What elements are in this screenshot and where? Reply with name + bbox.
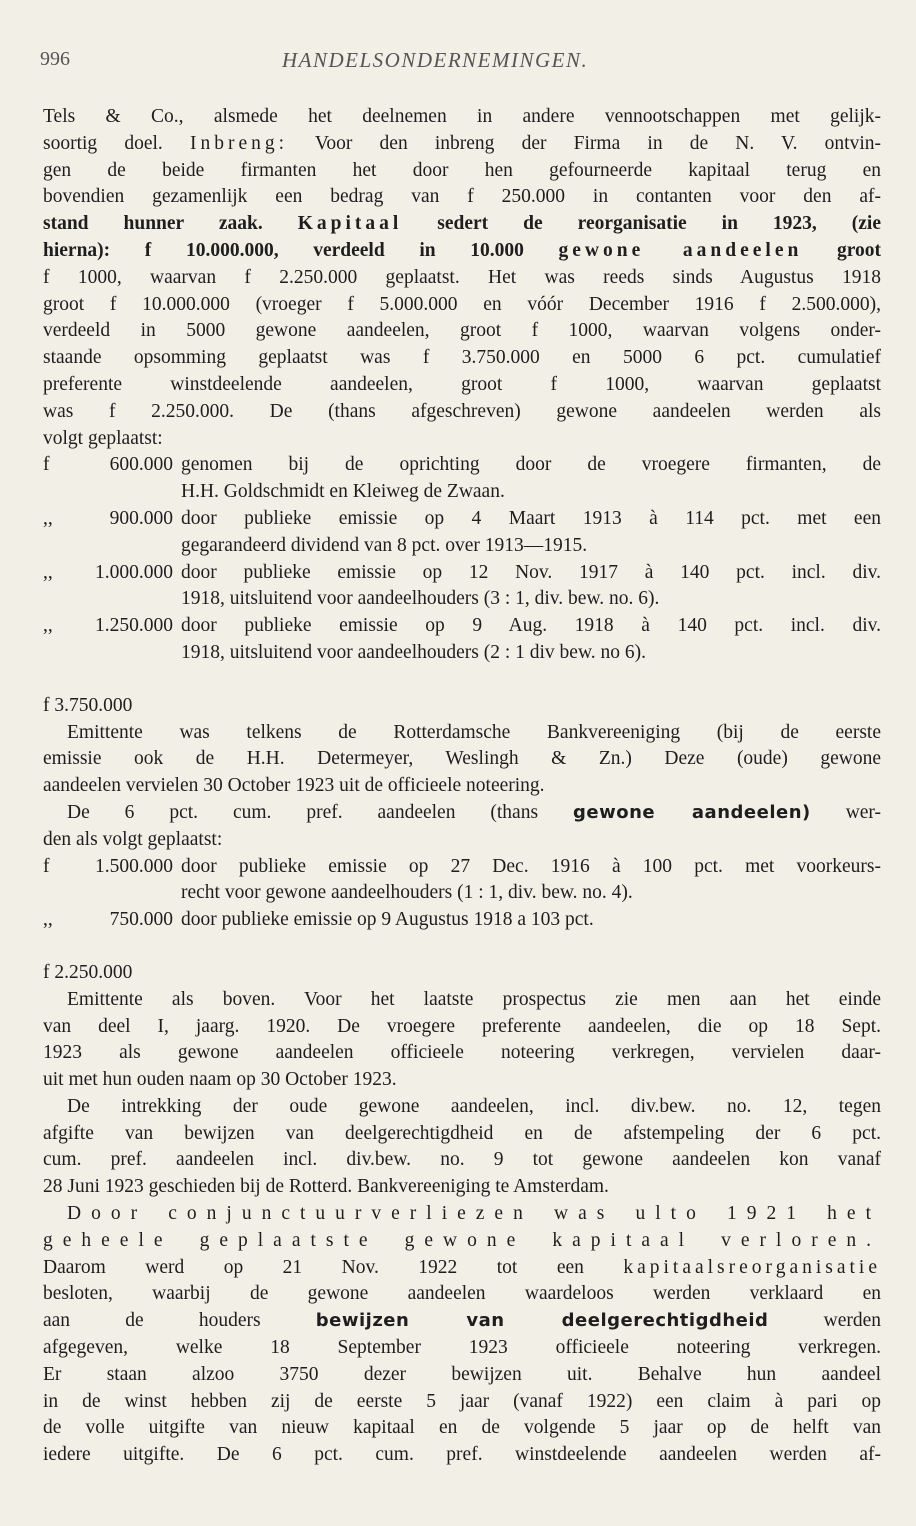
page-body xyxy=(43,104,881,1469)
issue-row-continued xyxy=(43,479,881,506)
issue-row xyxy=(43,613,881,640)
text-line: staande opsomming geplaatst was f 3.750.000 en 5000 6 pct. cumulatief xyxy=(43,347,881,369)
issue-row xyxy=(43,854,881,881)
text-line: groot f 10.000.000 (vroeger f 5.000.000 en vóór December 1916 f 2.500.000), xyxy=(43,293,881,315)
text-line: bovendien gezamenlijk een bedrag van f 250.000 in contanten voor den af- xyxy=(43,186,881,208)
spaced-gewone-aandeelen: gewone aandeelen xyxy=(558,239,803,261)
text-line: iedere uitgifte. De 6 pct. cum. pref. winstdeelende aandeelen werden af- xyxy=(43,1444,881,1466)
text-line: uit met hun ouden naam op 30 October 1923. xyxy=(43,1069,397,1091)
text-line: De 6 pct. cum. pref. aandeelen (thans gewone aandeelen) wer- xyxy=(67,801,881,823)
text-line: den als volgt geplaatst: xyxy=(43,828,223,850)
issue-row-continued xyxy=(43,640,881,667)
text-line: besloten, waarbij de gewone aandeelen waardeloos werden verklaard en xyxy=(43,1283,881,1305)
display-gewone-aandeelen: gewone aandeelen) xyxy=(572,801,811,823)
issue-description: door publieke emissie op 4 Maart 1913 à 114 pct. met een xyxy=(181,507,881,529)
issue-description: 1918, uitsluitend voor aandeelhouders (3 : 1, div. bew. no. 6). xyxy=(181,588,660,610)
text-line: 1923 als gewone aandeelen officieele noteering verkregen, vervielen daar- xyxy=(43,1042,881,1064)
text-line: 28 Juni 1923 geschieden bij de Rotterd. Bankvereeniging te Amsterdam. xyxy=(43,1176,609,1198)
issue-row-continued xyxy=(43,533,881,560)
issue-description: door publieke emissie op 9 Aug. 1918 à 140 pct. incl. div. xyxy=(181,615,881,637)
issue-description: door publieke emissie op 12 Nov. 1917 à 140 pct. incl. div. xyxy=(181,561,881,583)
text-line: Tels & Co., alsmede het deelnemen in andere vennootschappen met gelijk- xyxy=(43,106,881,127)
issue-row-continued xyxy=(43,586,881,613)
ditto-mark: ,, xyxy=(43,507,53,529)
issue-description: recht voor gewone aandeelhouders (1 : 1, div. bew. no. 4). xyxy=(181,882,633,904)
text-line: Emittente als boven. Voor het laatste prospectus zie men aan het einde xyxy=(67,988,881,1010)
ditto-mark: ,, xyxy=(43,909,53,931)
text-line: emissie ook de H.H. Determeyer, Weslingh & Zn.) Deze (oude) gewone xyxy=(43,748,881,770)
text-line: in de winst hebben zij de eerste 5 jaar (vanaf 1922) een claim à pari op xyxy=(43,1390,881,1412)
issue-row-continued xyxy=(43,880,881,907)
issue-row xyxy=(43,907,881,934)
text-line: afgifte van bewijzen van deelgerechtigdheid en de afstempeling der 6 pct. xyxy=(43,1122,881,1144)
issue-amount: 1.250.000 xyxy=(95,615,173,637)
display-bewijzen-van-deelgerechtigdheid: bewijzen van deelgerechtigdheid xyxy=(315,1310,769,1332)
issue-row xyxy=(43,506,881,533)
spaced-heading-kapitaal: Kapitaal xyxy=(297,213,403,235)
page-number: 996 xyxy=(40,48,70,70)
text-line: preferente winstdeelende aandeelen, groot f 1000, waarvan geplaatst xyxy=(43,373,881,395)
running-head xyxy=(0,48,916,78)
issue-total: f 2.250.000 xyxy=(43,961,133,983)
text-line: de volle uitgifte van nieuw kapitaal en de volgende 5 jaar op de helft van xyxy=(43,1417,881,1439)
issue-description: genomen bij de oprichting door de vroegere firmanten, de xyxy=(181,454,881,476)
text-line: aan de houders bewijzen van deelgerechtigdheid werden xyxy=(43,1310,881,1332)
text-line: cum. pref. aandeelen incl. div.bew. no. 9 tot gewone aandeelen kon vanaf xyxy=(43,1149,881,1171)
issue-description: door publieke emissie op 27 Dec. 1916 à 100 pct. met voorkeurs- xyxy=(181,855,881,877)
issue-row xyxy=(43,560,881,587)
currency-mark: f xyxy=(43,454,50,476)
issue-total: f 3.750.000 xyxy=(43,694,133,716)
issue-amount: 1.500.000 xyxy=(95,855,173,877)
spaced-text-line: Door conjunctuurverliezen was ulto 1921 het xyxy=(67,1203,881,1225)
text-line: De intrekking der oude gewone aandeelen, incl. div.bew. no. 12, tegen xyxy=(67,1095,881,1117)
running-title: HANDELSONDERNEMINGEN. xyxy=(282,48,589,72)
text-line: aandeelen vervielen 30 October 1923 uit de officieele noteering. xyxy=(43,775,545,797)
ditto-mark: ,, xyxy=(43,561,53,583)
ditto-mark: ,, xyxy=(43,615,53,637)
issue-description: 1918, uitsluitend voor aandeelhouders (2 : 1 div bew. no 6). xyxy=(181,641,647,663)
currency-mark: f xyxy=(43,855,50,877)
issue-amount: 900.000 xyxy=(109,507,173,529)
spaced-kapitaalsreorganisatie: kapitaalsreorganisatie xyxy=(623,1256,881,1278)
text-line: Er staan alzoo 3750 dezer bewijzen uit. Behalve hun aandeel xyxy=(43,1363,881,1385)
text-line: gen de beide firmanten het door hen gefourneerde kapitaal terug en xyxy=(43,159,881,181)
issue-amount: 600.000 xyxy=(109,454,173,476)
text-line: f 1000, waarvan f 2.250.000 geplaatst. Het was reeds sinds Augustus 1918 xyxy=(43,266,881,288)
text-line: stand hunner zaak. Kapitaal sedert de reorganisatie in 1923, (zie xyxy=(43,213,881,235)
issue-amount: 750.000 xyxy=(109,909,173,931)
issue-row xyxy=(43,452,881,479)
spaced-text-line: geheele geplaatste gewone kapitaal verloren. xyxy=(43,1229,881,1251)
text-line: van deel I, jaarg. 1920. De vroegere preferente aandeelen, die op 18 Sept. xyxy=(43,1015,881,1037)
spaced-heading-inbreng: Inbreng: xyxy=(189,132,289,154)
text-line: verdeeld in 5000 gewone aandeelen, groot f 1000, waarvan volgens onder- xyxy=(43,320,881,342)
text-line: soortig doel. Inbreng: Voor den inbreng der Firma in de N. V. ontvin- xyxy=(43,132,881,154)
text-line: afgegeven, welke 18 September 1923 officieele noteering verkregen. xyxy=(43,1337,881,1359)
text-line: Daarom werd op 21 Nov. 1922 tot een kapitaalsreorganisatie xyxy=(43,1256,881,1278)
issue-description: door publieke emissie op 9 Augustus 1918 a 103 pct. xyxy=(181,909,594,931)
text-line: Emittente was telkens de Rotterdamsche Bankvereeniging (bij de eerste xyxy=(67,721,881,743)
text-line: volgt geplaatst: xyxy=(43,427,163,449)
issue-amount: 1.000.000 xyxy=(95,561,173,583)
text-line: was f 2.250.000. De (thans afgeschreven) gewone aandeelen werden als xyxy=(43,400,881,422)
text-line: hierna): f 10.000.000, verdeeld in 10.000 gewone aandeelen groot xyxy=(43,239,881,261)
issue-description: H.H. Goldschmidt en Kleiweg de Zwaan. xyxy=(181,481,505,503)
issue-description: gegarandeerd dividend van 8 pct. over 1913—1915. xyxy=(181,534,588,556)
